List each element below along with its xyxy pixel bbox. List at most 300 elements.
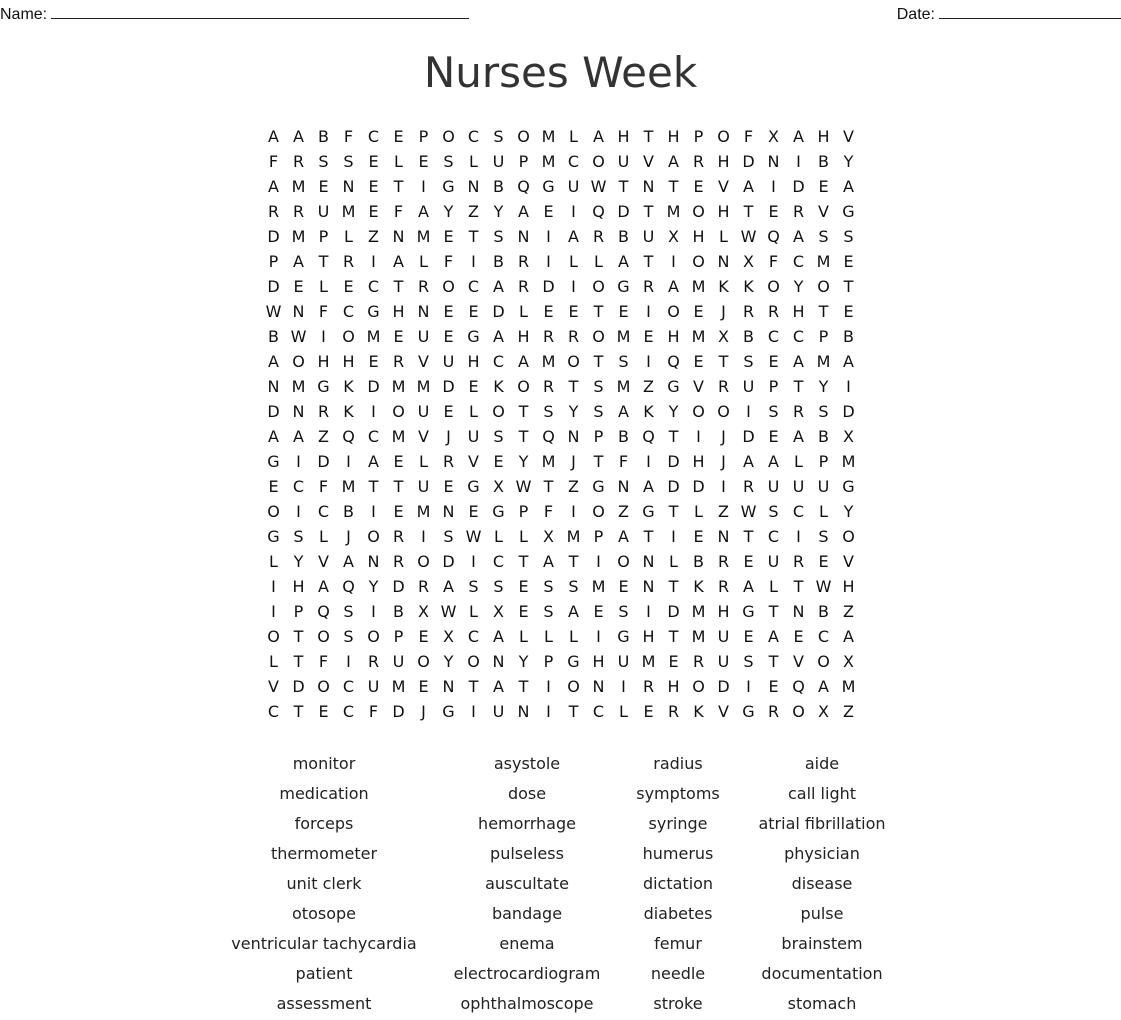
grid-letter[interactable]: L — [594, 252, 603, 271]
grid-letter[interactable]: R — [342, 252, 355, 271]
grid-letter[interactable]: E — [593, 602, 604, 621]
grid-letter[interactable]: N — [492, 652, 505, 671]
grid-letter[interactable]: O — [592, 327, 605, 346]
grid-letter[interactable]: L — [619, 702, 628, 721]
grid-letter[interactable]: Q — [517, 177, 530, 196]
grid-letter[interactable]: G — [567, 652, 580, 671]
grid-letter[interactable]: M — [691, 277, 706, 296]
grid-letter[interactable]: A — [268, 352, 279, 371]
grid-letter[interactable]: T — [593, 302, 604, 321]
grid-letter[interactable]: R — [392, 352, 405, 371]
grid-letter[interactable]: E — [693, 527, 704, 546]
grid-letter[interactable]: J — [721, 427, 726, 446]
grid-letter[interactable]: I — [571, 502, 576, 521]
grid-letter[interactable]: A — [493, 277, 504, 296]
grid-letter[interactable]: I — [596, 627, 601, 646]
grid-letter[interactable]: Q — [592, 202, 605, 221]
grid-letter[interactable]: I — [546, 702, 551, 721]
grid-letter[interactable]: I — [271, 602, 276, 621]
grid-letter[interactable]: T — [393, 177, 404, 196]
grid-letter[interactable]: S — [493, 227, 504, 246]
grid-letter[interactable]: L — [319, 277, 328, 296]
grid-letter[interactable]: M — [391, 377, 406, 396]
grid-letter[interactable]: F — [368, 702, 379, 721]
grid-letter[interactable]: B — [818, 427, 829, 446]
grid-letter[interactable]: G — [742, 602, 755, 621]
grid-letter[interactable]: U — [567, 177, 580, 196]
grid-letter[interactable]: T — [618, 177, 629, 196]
grid-letter[interactable]: E — [418, 627, 429, 646]
grid-letter[interactable]: J — [571, 452, 576, 471]
grid-letter[interactable]: R — [542, 377, 555, 396]
grid-letter[interactable]: T — [743, 527, 754, 546]
grid-letter[interactable]: T — [518, 552, 529, 571]
grid-letter[interactable]: B — [843, 327, 854, 346]
grid-letter[interactable]: I — [696, 427, 701, 446]
grid-letter[interactable]: I — [471, 252, 476, 271]
grid-letter[interactable]: L — [269, 552, 278, 571]
grid-letter[interactable]: E — [618, 577, 629, 596]
grid-letter[interactable]: N — [567, 427, 580, 446]
grid-letter[interactable]: A — [743, 577, 754, 596]
grid-letter[interactable]: A — [293, 252, 304, 271]
grid-letter[interactable]: R — [417, 277, 430, 296]
grid-letter[interactable]: E — [543, 202, 554, 221]
grid-letter[interactable]: O — [842, 527, 855, 546]
grid-letter[interactable]: A — [293, 127, 304, 146]
grid-letter[interactable]: N — [342, 177, 355, 196]
grid-letter[interactable]: P — [818, 452, 829, 471]
grid-letter[interactable]: R — [667, 702, 680, 721]
grid-letter[interactable]: E — [768, 677, 779, 696]
grid-letter[interactable]: I — [796, 152, 801, 171]
grid-letter[interactable]: N — [767, 152, 780, 171]
grid-letter[interactable]: N — [417, 302, 430, 321]
grid-letter[interactable]: L — [719, 227, 728, 246]
grid-letter[interactable]: B — [393, 602, 404, 621]
grid-letter[interactable]: D — [317, 452, 330, 471]
grid-letter[interactable]: E — [793, 627, 804, 646]
grid-letter[interactable]: I — [371, 602, 376, 621]
grid-letter[interactable]: X — [543, 527, 554, 546]
grid-letter[interactable]: B — [818, 152, 829, 171]
grid-letter[interactable]: L — [819, 502, 828, 521]
grid-letter[interactable]: A — [618, 252, 629, 271]
grid-letter[interactable]: A — [843, 177, 854, 196]
grid-letter[interactable]: O — [517, 127, 530, 146]
grid-letter[interactable]: C — [792, 252, 805, 271]
grid-letter[interactable]: A — [618, 402, 629, 421]
grid-letter[interactable]: E — [743, 552, 754, 571]
grid-letter[interactable]: E — [743, 627, 754, 646]
grid-letter[interactable]: S — [343, 602, 354, 621]
grid-letter[interactable]: R — [442, 452, 455, 471]
grid-letter[interactable]: Y — [843, 502, 854, 521]
grid-letter[interactable]: E — [418, 677, 429, 696]
grid-letter[interactable]: A — [543, 552, 554, 571]
grid-letter[interactable]: D — [692, 477, 705, 496]
grid-letter[interactable]: T — [643, 127, 654, 146]
grid-letter[interactable]: S — [443, 152, 454, 171]
grid-letter[interactable]: A — [443, 577, 454, 596]
grid-letter[interactable]: X — [743, 252, 754, 271]
grid-letter[interactable]: O — [617, 552, 630, 571]
grid-letter[interactable]: J — [346, 527, 351, 546]
grid-letter[interactable]: X — [493, 477, 504, 496]
grid-letter[interactable]: U — [742, 377, 755, 396]
grid-letter[interactable]: I — [571, 277, 576, 296]
grid-letter[interactable]: A — [793, 227, 804, 246]
grid-letter[interactable]: R — [392, 527, 405, 546]
grid-letter[interactable]: F — [393, 202, 404, 221]
grid-letter[interactable]: S — [343, 152, 354, 171]
grid-letter[interactable]: T — [743, 202, 754, 221]
grid-letter[interactable]: H — [667, 327, 680, 346]
grid-letter[interactable]: E — [693, 177, 704, 196]
grid-letter[interactable]: A — [843, 627, 854, 646]
grid-letter[interactable]: D — [667, 477, 680, 496]
grid-letter[interactable]: N — [267, 377, 280, 396]
grid-letter[interactable]: E — [443, 227, 454, 246]
grid-letter[interactable]: L — [419, 252, 428, 271]
grid-letter[interactable]: W — [465, 527, 482, 546]
grid-letter[interactable]: I — [721, 477, 726, 496]
grid-letter[interactable]: P — [268, 252, 279, 271]
grid-letter[interactable]: S — [593, 377, 604, 396]
grid-letter[interactable]: R — [292, 202, 305, 221]
grid-letter[interactable]: K — [743, 277, 754, 296]
grid-letter[interactable]: L — [694, 502, 703, 521]
grid-letter[interactable]: A — [418, 202, 429, 221]
grid-letter[interactable]: S — [743, 652, 754, 671]
grid-letter[interactable]: A — [743, 177, 754, 196]
grid-letter[interactable]: F — [768, 252, 779, 271]
name-field[interactable] — [0, 4, 469, 24]
grid-letter[interactable]: O — [317, 627, 330, 646]
grid-letter[interactable]: U — [417, 402, 430, 421]
grid-letter[interactable]: F — [343, 127, 354, 146]
grid-letter[interactable]: V — [793, 652, 804, 671]
grid-letter[interactable]: O — [467, 652, 480, 671]
grid-letter[interactable]: V — [718, 702, 729, 721]
grid-letter[interactable]: D — [617, 202, 630, 221]
grid-letter[interactable]: Z — [843, 702, 854, 721]
grid-letter[interactable]: I — [571, 202, 576, 221]
grid-letter[interactable]: C — [492, 352, 505, 371]
grid-letter[interactable]: I — [746, 402, 751, 421]
grid-letter[interactable]: M — [291, 177, 306, 196]
grid-letter[interactable]: E — [468, 377, 479, 396]
grid-letter[interactable]: R — [742, 477, 755, 496]
grid-letter[interactable]: I — [296, 452, 301, 471]
grid-letter[interactable]: M — [291, 227, 306, 246]
grid-letter[interactable]: Q — [317, 602, 330, 621]
grid-letter[interactable]: Q — [342, 577, 355, 596]
grid-letter[interactable]: A — [793, 427, 804, 446]
grid-letter[interactable]: R — [792, 202, 805, 221]
grid-letter[interactable]: H — [392, 302, 405, 321]
grid-letter[interactable]: S — [443, 527, 454, 546]
grid-letter[interactable]: A — [668, 277, 679, 296]
grid-letter[interactable]: W — [590, 177, 607, 196]
grid-letter[interactable]: E — [368, 202, 379, 221]
grid-letter[interactable]: E — [768, 352, 779, 371]
grid-letter[interactable]: Y — [518, 652, 529, 671]
grid-letter[interactable]: I — [471, 552, 476, 571]
grid-letter[interactable]: S — [343, 627, 354, 646]
grid-letter[interactable]: T — [643, 527, 654, 546]
grid-letter[interactable]: M — [591, 577, 606, 596]
grid-letter[interactable]: A — [393, 252, 404, 271]
grid-letter[interactable]: R — [592, 227, 605, 246]
grid-letter[interactable]: I — [296, 502, 301, 521]
grid-letter[interactable]: F — [268, 152, 279, 171]
grid-letter[interactable]: C — [792, 327, 805, 346]
grid-letter[interactable]: O — [492, 402, 505, 421]
grid-letter[interactable]: I — [346, 652, 351, 671]
grid-letter[interactable]: E — [843, 302, 854, 321]
grid-letter[interactable]: I — [596, 552, 601, 571]
grid-letter[interactable]: T — [668, 177, 679, 196]
grid-letter[interactable]: A — [668, 152, 679, 171]
grid-letter[interactable]: T — [843, 277, 854, 296]
grid-letter[interactable]: M — [641, 652, 656, 671]
grid-letter[interactable]: K — [343, 377, 354, 396]
grid-letter[interactable]: T — [668, 577, 679, 596]
grid-letter[interactable]: O — [592, 152, 605, 171]
grid-letter[interactable]: E — [818, 177, 829, 196]
grid-letter[interactable]: Z — [718, 502, 729, 521]
grid-letter[interactable]: L — [469, 402, 478, 421]
grid-letter[interactable]: R — [517, 277, 530, 296]
grid-letter[interactable]: K — [643, 402, 654, 421]
grid-letter[interactable]: M — [691, 627, 706, 646]
grid-letter[interactable]: L — [569, 127, 578, 146]
grid-letter[interactable]: U — [617, 152, 630, 171]
grid-letter[interactable]: Q — [792, 677, 805, 696]
grid-letter[interactable]: L — [794, 452, 803, 471]
grid-letter[interactable]: F — [318, 302, 329, 321]
grid-letter[interactable]: R — [717, 377, 730, 396]
grid-letter[interactable]: G — [592, 477, 605, 496]
grid-letter[interactable]: O — [442, 277, 455, 296]
grid-letter[interactable]: D — [267, 277, 280, 296]
grid-letter[interactable]: E — [443, 477, 454, 496]
grid-letter[interactable]: H — [667, 677, 680, 696]
grid-letter[interactable]: S — [818, 527, 829, 546]
grid-letter[interactable]: P — [693, 127, 704, 146]
grid-letter[interactable]: H — [692, 452, 705, 471]
grid-letter[interactable]: G — [467, 477, 480, 496]
grid-letter[interactable]: I — [271, 577, 276, 596]
grid-letter[interactable]: E — [268, 477, 279, 496]
grid-letter[interactable]: M — [841, 677, 856, 696]
grid-letter[interactable]: S — [618, 352, 629, 371]
grid-letter[interactable]: R — [692, 152, 705, 171]
grid-letter[interactable]: V — [268, 677, 279, 696]
grid-letter[interactable]: T — [393, 477, 404, 496]
grid-letter[interactable]: S — [493, 427, 504, 446]
grid-letter[interactable]: D — [367, 377, 380, 396]
grid-letter[interactable]: R — [267, 202, 280, 221]
grid-letter[interactable]: S — [743, 352, 754, 371]
grid-letter[interactable]: H — [467, 352, 480, 371]
grid-letter[interactable]: T — [543, 477, 554, 496]
grid-letter[interactable]: O — [267, 502, 280, 521]
grid-letter[interactable]: R — [792, 402, 805, 421]
grid-letter[interactable]: I — [671, 252, 676, 271]
grid-letter[interactable]: M — [341, 202, 356, 221]
grid-letter[interactable]: O — [817, 652, 830, 671]
grid-letter[interactable]: G — [842, 477, 855, 496]
grid-letter[interactable]: N — [442, 677, 455, 696]
grid-letter[interactable]: Y — [668, 402, 679, 421]
grid-letter[interactable]: M — [841, 452, 856, 471]
grid-letter[interactable]: T — [593, 452, 604, 471]
grid-letter[interactable]: E — [393, 127, 404, 146]
grid-letter[interactable]: H — [517, 327, 530, 346]
grid-letter[interactable]: O — [692, 402, 705, 421]
grid-letter[interactable]: L — [519, 302, 528, 321]
grid-letter[interactable]: I — [546, 252, 551, 271]
grid-letter[interactable]: T — [668, 427, 679, 446]
grid-letter[interactable]: D — [717, 677, 730, 696]
grid-letter[interactable]: A — [618, 527, 629, 546]
grid-letter[interactable]: I — [646, 352, 651, 371]
grid-letter[interactable]: A — [843, 352, 854, 371]
grid-letter[interactable]: U — [467, 427, 480, 446]
grid-letter[interactable]: H — [617, 127, 630, 146]
grid-letter[interactable]: E — [668, 652, 679, 671]
grid-letter[interactable]: N — [442, 502, 455, 521]
grid-letter[interactable]: X — [668, 227, 679, 246]
grid-letter[interactable]: I — [371, 402, 376, 421]
grid-letter[interactable]: H — [842, 577, 855, 596]
grid-letter[interactable]: M — [541, 152, 556, 171]
grid-letter[interactable]: B — [268, 327, 279, 346]
grid-letter[interactable]: U — [417, 477, 430, 496]
grid-letter[interactable]: U — [317, 202, 330, 221]
grid-letter[interactable]: E — [393, 502, 404, 521]
grid-letter[interactable]: S — [468, 577, 479, 596]
grid-letter[interactable]: M — [541, 352, 556, 371]
grid-letter[interactable]: U — [442, 352, 455, 371]
grid-letter[interactable]: N — [517, 227, 530, 246]
grid-letter[interactable]: N — [367, 552, 380, 571]
grid-letter[interactable]: I — [771, 177, 776, 196]
grid-letter[interactable]: I — [621, 677, 626, 696]
grid-letter[interactable]: D — [392, 702, 405, 721]
grid-letter[interactable]: G — [617, 627, 630, 646]
grid-letter[interactable]: E — [443, 327, 454, 346]
grid-letter[interactable]: G — [267, 452, 280, 471]
grid-letter[interactable]: T — [368, 477, 379, 496]
grid-letter[interactable]: R — [717, 577, 730, 596]
grid-letter[interactable]: T — [593, 352, 604, 371]
grid-letter[interactable]: G — [617, 277, 630, 296]
grid-letter[interactable]: E — [318, 177, 329, 196]
grid-letter[interactable]: T — [668, 502, 679, 521]
grid-letter[interactable]: N — [642, 552, 655, 571]
grid-letter[interactable]: X — [493, 602, 504, 621]
grid-letter[interactable]: H — [342, 352, 355, 371]
grid-letter[interactable]: T — [468, 677, 479, 696]
grid-letter[interactable]: A — [268, 427, 279, 446]
grid-letter[interactable]: I — [421, 177, 426, 196]
grid-letter[interactable]: T — [568, 377, 579, 396]
grid-letter[interactable]: E — [643, 327, 654, 346]
grid-letter[interactable]: R — [292, 152, 305, 171]
grid-letter[interactable]: X — [718, 327, 729, 346]
grid-letter[interactable]: H — [317, 352, 330, 371]
grid-letter[interactable]: E — [293, 277, 304, 296]
grid-letter[interactable]: D — [267, 227, 280, 246]
grid-letter[interactable]: M — [391, 427, 406, 446]
grid-letter[interactable]: I — [546, 677, 551, 696]
grid-letter[interactable]: M — [291, 377, 306, 396]
grid-letter[interactable]: G — [492, 502, 505, 521]
grid-letter[interactable]: E — [768, 427, 779, 446]
grid-letter[interactable]: L — [419, 452, 428, 471]
grid-letter[interactable]: R — [767, 702, 780, 721]
grid-letter[interactable]: E — [418, 152, 429, 171]
grid-letter[interactable]: N — [392, 227, 405, 246]
grid-letter[interactable]: G — [742, 702, 755, 721]
grid-letter[interactable]: V — [843, 552, 854, 571]
grid-letter[interactable]: O — [267, 627, 280, 646]
grid-letter[interactable]: A — [318, 577, 329, 596]
grid-letter[interactable]: S — [618, 602, 629, 621]
grid-letter[interactable]: U — [642, 227, 655, 246]
grid-letter[interactable]: S — [568, 577, 579, 596]
grid-letter[interactable]: O — [567, 352, 580, 371]
grid-letter[interactable]: G — [667, 377, 680, 396]
grid-letter[interactable]: H — [817, 127, 830, 146]
grid-letter[interactable]: A — [568, 602, 579, 621]
grid-letter[interactable]: W — [815, 577, 832, 596]
grid-letter[interactable]: A — [343, 552, 354, 571]
grid-letter[interactable]: T — [793, 577, 804, 596]
grid-letter[interactable]: E — [818, 552, 829, 571]
grid-letter[interactable]: Z — [318, 427, 329, 446]
grid-letter[interactable]: V — [468, 452, 479, 471]
grid-letter[interactable]: X — [843, 652, 854, 671]
grid-letter[interactable]: A — [568, 227, 579, 246]
grid-letter[interactable]: A — [368, 452, 379, 471]
grid-letter[interactable]: E — [693, 352, 704, 371]
grid-letter[interactable]: H — [592, 652, 605, 671]
grid-letter[interactable]: E — [368, 177, 379, 196]
grid-letter[interactable]: A — [768, 627, 779, 646]
grid-letter[interactable]: I — [471, 702, 476, 721]
grid-letter[interactable]: O — [567, 677, 580, 696]
grid-letter[interactable]: P — [818, 327, 829, 346]
grid-letter[interactable]: O — [592, 277, 605, 296]
grid-letter[interactable]: H — [692, 227, 705, 246]
grid-letter[interactable]: B — [618, 227, 629, 246]
grid-letter[interactable]: E — [768, 202, 779, 221]
grid-letter[interactable]: C — [567, 152, 580, 171]
grid-letter[interactable]: Q — [642, 427, 655, 446]
grid-letter[interactable]: B — [493, 252, 504, 271]
grid-letter[interactable]: Y — [293, 552, 304, 571]
grid-letter[interactable]: A — [493, 327, 504, 346]
grid-letter[interactable]: C — [342, 702, 355, 721]
grid-letter[interactable]: O — [692, 677, 705, 696]
grid-letter[interactable]: U — [617, 652, 630, 671]
grid-letter[interactable]: Y — [793, 277, 804, 296]
grid-letter[interactable]: K — [493, 377, 504, 396]
